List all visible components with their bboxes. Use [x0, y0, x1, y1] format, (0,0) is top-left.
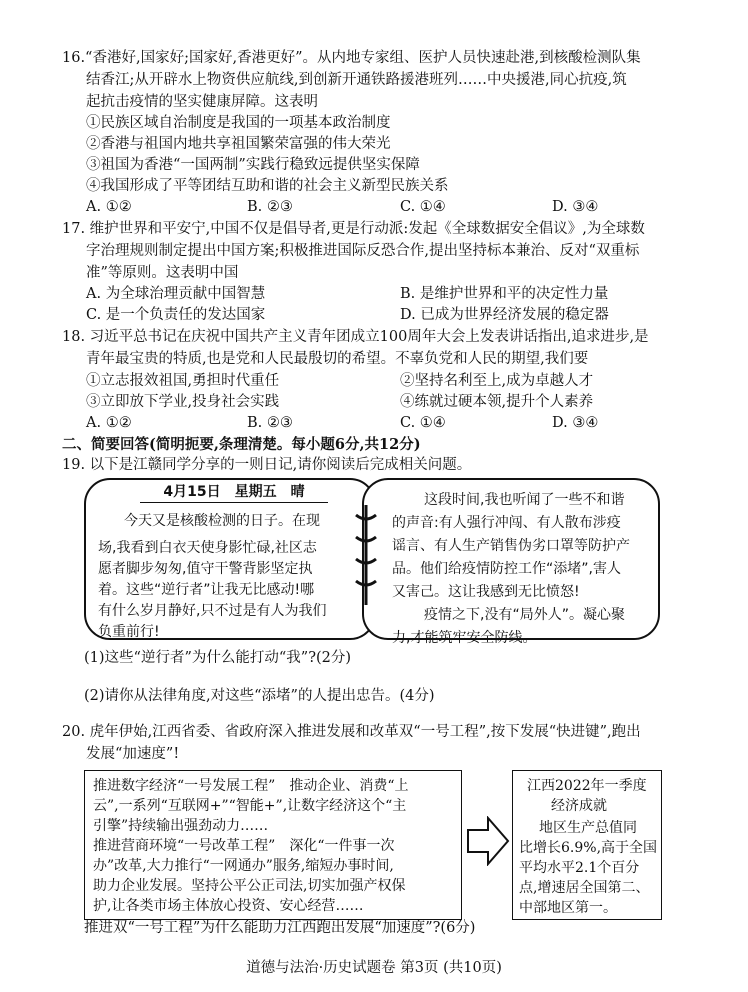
- q20-summary-line-5: 中部地区第一。: [519, 900, 617, 916]
- q20-box-line-6: 助力企业发展。坚持公平公正司法,切实加强产权保: [93, 878, 406, 894]
- q20-box-line-5: 办”改革,大力推行“一网通办”服务,缩短办事时间,: [93, 858, 394, 874]
- q18-item-3: ③立即放下学业,投身社会实践: [86, 394, 280, 410]
- diary-left-line-2: 场,我看到白衣天使身影忙碌,社区志: [98, 540, 317, 556]
- q17-stem-line-3: 准”等原则。这表明中国: [86, 265, 239, 281]
- diary-right-line-3: 谣言、有人生产销售伪劣口罩等防护产: [392, 538, 630, 554]
- q16-option-b[interactable]: B. ②③: [247, 199, 293, 215]
- q20-box-line-2: 云”,一系列“互联网+”“智能+”,让数字经济这个“主: [93, 798, 407, 814]
- q20-summary-line-3: 平均水平2.1个百分: [519, 860, 640, 876]
- q17-option-a[interactable]: A. 为全球治理贡献中国智慧: [86, 286, 266, 302]
- diary-left-line-4: 着。这些“逆行者”让我无比感动!哪: [98, 582, 315, 598]
- q16-item-4: ④我国形成了平等团结互助和谐的社会主义新型民族关系: [86, 178, 449, 194]
- q17-stem-line-2: 字治理规则制定提出中国方案;积极推进国际反恐合作,提出坚持标本兼治、反对“双重标: [86, 243, 640, 259]
- diary-left-line-3: 愿者脚步匆匆,值守干警背影坚定执: [98, 561, 313, 577]
- diary-right-line-6: 疫情之下,没有“局外人”。凝心聚: [424, 607, 625, 623]
- q20-summary-line-1: 地区生产总值同: [539, 820, 637, 836]
- q18-stem-line-2: 青年最宝贵的特质,也是党和人民最殷切的希望。不辜负党和人民的期望,我们要: [86, 351, 589, 367]
- q16-option-c[interactable]: C. ①④: [400, 199, 446, 215]
- q18-option-b[interactable]: B. ②③: [247, 415, 293, 431]
- q16-option-a[interactable]: A. ①②: [86, 199, 132, 215]
- q17-option-b[interactable]: B. 是维护世界和平的决定性力量: [400, 286, 609, 302]
- q16-stem-line-3: 起抗击疫情的坚实健康屏障。这表明: [86, 94, 318, 110]
- diary-date: 4月15日 星期五 晴: [140, 482, 328, 503]
- diary-right-line-5: 又害己。这让我感到无比愤怒!: [392, 584, 580, 600]
- q18-option-a[interactable]: A. ①②: [86, 415, 132, 431]
- page-footer: 道德与法治·历史试题卷 第3页 (共10页): [246, 960, 502, 976]
- q19-stem: 19. 以下是江赣同学分享的一则日记,请你阅读后完成相关问题。: [62, 457, 472, 473]
- q16-option-d[interactable]: D. ③④: [552, 199, 599, 215]
- q17-stem-line-1: 17. 维护世界和平安宁,中国不仅是倡导者,更是行动派:发起《全球数据安全倡议》,为全球数: [62, 221, 645, 237]
- q20-summary-box: [512, 770, 662, 920]
- right-arrow-icon: [466, 816, 510, 866]
- q16-item-3: ③祖国为香港“一国两制”实践行稳致远提供坚实保障: [86, 157, 420, 173]
- diary-right-line-1: 这段时间,我也听闻了一些不和谐: [424, 492, 625, 508]
- q16-stem-line-2: 结香江;从开辟水上物资供应航线,到创新开通铁路援港班列……中央援港,同心抗疫,筑: [86, 72, 627, 88]
- q18-item-4: ④练就过硬本领,提升个人素养: [400, 394, 594, 410]
- section-2-heading: 二、简要回答(简明扼要,条理清楚。每小题6分,共12分): [62, 436, 421, 453]
- q20-question: 推进双“一号工程”为什么能助力江西跑出发展“加速度”?(6分): [84, 920, 476, 936]
- q18-option-c[interactable]: C. ①④: [400, 415, 446, 431]
- diary-binding-icon: [352, 505, 380, 605]
- q20-summary-title-2: 经济成就: [551, 798, 607, 814]
- q20-box-line-7: 护,让各类市场主体放心投资、安心经营……: [93, 898, 364, 914]
- diary-right-line-2: 的声音:有人强行冲闯、有人散布涉疫: [392, 515, 621, 531]
- q18-item-2: ②坚持名利至上,成为卓越人才: [400, 373, 594, 389]
- q20-summary-line-2: 比增长6.9%,高于全国: [519, 840, 658, 856]
- q17-option-d[interactable]: D. 已成为世界经济发展的稳定器: [400, 307, 609, 323]
- q20-box-line-4: 推进营商环境“一号改革工程” 深化“一件事一次: [93, 838, 395, 854]
- q18-item-1: ①立志报效祖国,勇担时代重任: [86, 373, 280, 389]
- q16-item-2: ②香港与祖国内地共享祖国繁荣富强的伟大荣光: [86, 136, 391, 152]
- diary-right-line-4: 品。他们给疫情防控工作“添堵”,害人: [392, 561, 621, 577]
- q20-summary-title-1: 江西2022年一季度: [527, 778, 647, 794]
- diary-right-line-7: 力,才能筑牢安全防线。: [392, 630, 537, 646]
- q18-option-d[interactable]: D. ③④: [552, 415, 599, 431]
- diary-left-line-5: 有什么岁月静好,只不过是有人为我们: [98, 603, 327, 619]
- q19-sub-question-1: (1)这些“逆行者”为什么能打动“我”?(2分): [84, 650, 352, 666]
- q16-item-1: ①民族区域自治制度是我国的一项基本政治制度: [86, 115, 391, 131]
- q20-material-box: [84, 770, 462, 920]
- q20-stem-line-1: 20. 虎年伊始,江西省委、省政府深入推进发展和改革双“一号工程”,按下发展“快进键”,跑出: [62, 724, 641, 740]
- q20-box-line-3: 引擎”持续输出强劲动力……: [93, 818, 269, 834]
- q16-stem-line-1: 16.“香港好,国家好;国家好,香港更好”。从内地专家组、医护人员快速赴港,到核酸检测队集: [62, 50, 641, 66]
- q17-option-c[interactable]: C. 是一个负责任的发达国家: [86, 307, 266, 323]
- q20-stem-line-2: 发展“加速度”!: [86, 746, 180, 762]
- q18-stem-line-1: 18. 习近平总书记在庆祝中国共产主义青年团成立100周年大会上发表讲话指出,追求进步,是: [62, 329, 649, 345]
- diary-left-line-1: 今天又是核酸检测的日子。在现: [124, 513, 320, 529]
- diary-left-line-6: 负重前行!: [98, 624, 160, 640]
- q20-summary-line-4: 点,增速居全国第二、: [519, 880, 650, 896]
- q19-sub-question-2: (2)请你从法律角度,对这些“添堵”的人提出忠告。(4分): [84, 688, 435, 704]
- q20-box-line-1: 推进数字经济“一号发展工程” 推动企业、消费“上: [93, 778, 409, 794]
